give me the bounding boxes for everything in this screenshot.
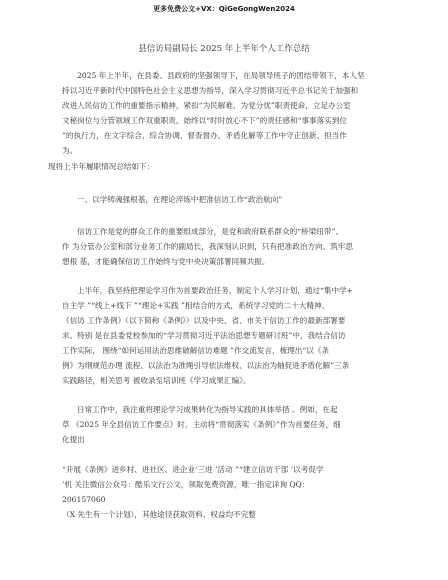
- text-line: 日常工作中，我注重将理论学习成果转化为指导实践的具体举措 。例如，在起: [77, 405, 338, 414]
- text-line: 想根 基，才能确保信访工作始终与党中央决策部署同频共振。: [62, 257, 270, 266]
- text-line: 作 为分管办公室和部分业务工作的副局长，我深刻认识到，只有把准政治方向、筑牢思: [62, 242, 353, 251]
- promo-banner: 更多免费公文+VX：QiGeGongWen2024: [153, 5, 295, 13]
- paragraph-measures: [62, 462, 398, 522]
- text-line: 持以习近平新时代中国特色社会主义思想为指导，深入学习贯彻习近平总书记关于加强和: [62, 86, 359, 95]
- text-line: 文秘岗位与分管领域工作双重职责，始终以“时时放心不下”的责任感和“事事落实到位: [62, 116, 348, 125]
- paragraph-practice: [62, 402, 398, 447]
- text-line: 化提出: [62, 435, 85, 444]
- text-line: “开展《条例》进乡村、进社区、进企业‘三进 ’活动 ”“建立信访干部 ’以考促学: [62, 465, 324, 474]
- text-line: （X 先生有一个计划），其他途径获取资料、权益均不完整: [62, 510, 256, 519]
- text-line: 2025 年上半年，在县委、县政府的坚强领导下，在局领导班子的团结带领下，本人坚: [77, 71, 365, 80]
- text-line: ’机 关注微信公众号：酷乐文行公文，领取免费资源，唯一指定详询 QQ：: [62, 480, 310, 489]
- text-line: 信访工作是党的群众工作的重要组成部分，是党和政府联系群众的“桥梁纽带”、: [77, 227, 343, 236]
- paragraph-role: [62, 224, 398, 269]
- paragraph-summary-lead: [48, 159, 384, 174]
- text-line: 为。: [62, 146, 78, 155]
- text-line: 改进人民信访工作的重要指示精神，紧扣“为民解难、为党分忧”职责使命，立足办公室: [62, 101, 351, 110]
- text-line: ”的执行力，在文字综合、综合协调、督查督办、矛盾化解等工作中守正创新、担当作: [62, 131, 347, 140]
- document-title: 县信访局副局长 2025 年上半年个人工作总结: [138, 44, 310, 54]
- text-line: 自主学 ”“线上+线下 ”“理论+实践 ”相结合的方式，系统学习党的二十大精神、: [62, 301, 330, 310]
- text-line: 实践路径，相关思考 被收录至培训班《学习成果汇编》。: [62, 376, 251, 385]
- text-line: 草 《2025 年全县信访工作要点》时，主动将“贯彻落实《条例》”作为首要任务，细: [62, 420, 341, 429]
- paragraph-study: [62, 283, 398, 388]
- paragraph-intro: [62, 68, 398, 158]
- section-heading: [62, 192, 398, 207]
- text-line: 例》为纲规范办理 流程、以法治为准绳引导依法维权、以法治为轴促进矛盾化解”三条: [62, 361, 350, 370]
- text-line: 现将上半年履职情况总结如下：: [48, 162, 155, 171]
- text-line: 《信访 工作条例》（以下简称《条例》）以及中央、省、市关于信访工作的最新部署要: [62, 316, 346, 325]
- text-line: 上半年，我坚持把理论学习作为首要政治任务，制定个人学习计划，通过“集中学+: [77, 286, 354, 295]
- text-line: 工作实际， 围绕“如何运用法治思维破解信访难题 ”作交流发言，梳理出“以《条: [62, 346, 330, 355]
- text-line: 206157060: [62, 495, 106, 504]
- text-line: 求。特别 是在县委党校参加的“学习贯彻习近平法治思想专题研讨班”中，我结合信访: [62, 331, 346, 340]
- text-line: 一、以学铸魂强根基，在理论淬炼中把准信访工作“政治航向”: [77, 195, 283, 204]
